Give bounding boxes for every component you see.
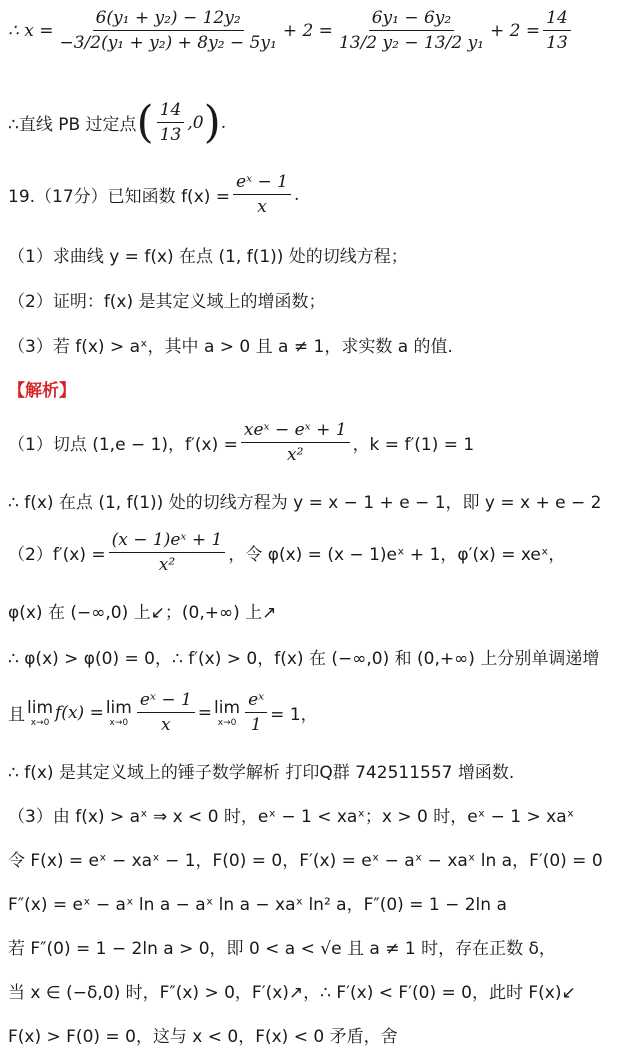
fixed-point-line: ∴直线 PB 过定点 ( $\frac{14}{13}$ ,0 ) .	[8, 96, 227, 148]
result-denominator: 13	[546, 33, 568, 53]
case-condition-text: 若 F″(0) = 1 − 2ln a > 0，即 0 < a < √e 且 a ≠ 1 时，存在正数 δ，	[8, 939, 556, 959]
limit-fraction-2-den: 1	[250, 715, 262, 735]
solution-heading: 【解析】	[8, 381, 76, 401]
equation-x-value	[8, 8, 574, 53]
solution-3-line	[8, 802, 574, 827]
fixed-point-numerator: 14	[157, 100, 185, 123]
solution-2-denominator: x²	[158, 555, 176, 575]
fraction-1	[56, 8, 279, 53]
left-paren: (	[136, 96, 154, 148]
fraction-result	[543, 8, 571, 53]
limit-fx: f(x) =	[55, 702, 104, 723]
solution-1-text-b: ，k = f′(1) = 1	[352, 435, 475, 455]
derivative-positive-line	[8, 644, 599, 669]
limit-operator-2	[106, 698, 132, 728]
limit-operator-1	[27, 698, 53, 728]
solution-3-text: （3）由 f(x) > aˣ ⇒ x < 0 时，eˣ − 1 < xaˣ；x > 0 时，eˣ − 1 > xaˣ	[8, 807, 575, 827]
derivative-positive-text: ∴ φ(x) > φ(0) = 0，∴ f′(x) > 0，f(x) 在 (−∞,0) 和 (0,+∞) 上分别单调递增	[8, 649, 600, 669]
right-paren: )	[203, 96, 221, 148]
solution-2-text-a: （2）f′(x) =	[8, 545, 106, 565]
interval-text: 当 x ∈ (−δ,0) 时，F″(x) > 0，F′(x)↗，∴ F′(x) < F′(0) = 0，此时 F(x)↙	[8, 983, 576, 1003]
fraction-2-numerator: 6y₁ − 6y₂	[369, 8, 455, 31]
limit-and: 且	[8, 705, 25, 725]
therefore-x-label: ∴ x =	[8, 20, 54, 41]
contradiction-text: F(x) > F(0) = 0，这与 x < 0，F(x) < 0 矛盾，舍	[8, 1027, 398, 1047]
case-condition-line	[8, 934, 556, 959]
second-derivative-text: F″(x) = eˣ − aˣ ln a − aˣ ln a − xaˣ ln² a，F″(0) = 1 − 2ln a	[8, 895, 507, 915]
problem-19-header	[8, 172, 299, 217]
solution-1-numerator: xeˣ − eˣ + 1	[241, 420, 350, 443]
lim-sub: x→0	[217, 717, 237, 728]
solution-2-fraction	[109, 530, 226, 575]
fraction-1-denominator: −3/2(y₁ + y₂) + 8y₂ − 5y₁	[59, 33, 277, 53]
limit-fraction-1-den: x	[161, 715, 171, 735]
solution-2-text-b: ，令 φ(x) = (x − 1)eˣ + 1，φ′(x) = xeˣ，	[228, 545, 566, 565]
question-2-text: （2）证明：f(x) 是其定义域上的增函数；	[8, 292, 326, 312]
limit-equals: =	[197, 702, 213, 723]
question-1	[8, 242, 408, 267]
problem-19-text: 19.（17分）已知函数 f(x) =	[8, 187, 231, 207]
lim-sub: x→0	[30, 717, 50, 728]
tangent-line-text: ∴ f(x) 在点 (1, f(1)) 处的切线方程为 y = x − 1 + e − 1，即 y = x + e − 2	[8, 493, 602, 513]
limit-fraction-1	[137, 690, 195, 735]
solution-1-denominator: x²	[287, 445, 304, 465]
lim-word: lim	[105, 697, 132, 718]
define-F-line	[8, 846, 603, 871]
limit-operator-3	[214, 698, 240, 728]
solution-1-text-a: （1）切点 (1,e − 1)，f′(x) =	[8, 435, 238, 455]
question-3	[8, 332, 453, 357]
limit-line	[8, 690, 318, 735]
limit-fraction-1-num: eˣ − 1	[137, 690, 195, 713]
fixed-point-rest: ,0	[187, 112, 204, 133]
monotonic-phi-line	[8, 598, 276, 623]
solution-label	[8, 376, 76, 401]
question-3-text: （3）若 f(x) > aˣ，其中 a > 0 且 a ≠ 1，求实数 a 的值.	[8, 337, 453, 357]
solution-1-fraction	[241, 420, 350, 465]
interval-line	[8, 978, 576, 1003]
increasing-conclusion	[8, 758, 514, 783]
solution-1-conclusion	[8, 488, 601, 513]
result-numerator: 14	[543, 8, 571, 31]
limit-result: = 1，	[270, 705, 318, 725]
limit-fraction-2	[245, 690, 267, 735]
fraction-1-numerator: 6(y₁ + y₂) − 12y₂	[93, 8, 244, 31]
problem-19-period: .	[294, 184, 300, 205]
problem-19-numerator: eˣ − 1	[233, 172, 291, 195]
problem-19-denominator: x	[257, 197, 267, 217]
second-derivative-line	[8, 890, 507, 915]
define-F-text: 令 F(x) = eˣ − xaˣ − 1，F(0) = 0，F′(x) = eˣ − aˣ − xaˣ ln a，F′(0) = 0	[8, 851, 603, 871]
question-2	[8, 287, 326, 312]
limit-fraction-2-num: eˣ	[245, 690, 267, 713]
monotonic-phi-text: φ(x) 在 (−∞,0) 上↙；(0,+∞) 上↗	[8, 603, 277, 623]
fixed-point-text: ∴直线 PB 过定点	[8, 115, 137, 135]
solution-2-line	[8, 530, 565, 575]
plus-two-b: + 2 =	[490, 20, 541, 41]
fraction-2	[336, 8, 487, 53]
lim-word: lim	[214, 697, 241, 718]
contradiction-line	[8, 1022, 398, 1047]
lim-word: lim	[27, 697, 54, 718]
fixed-point-denominator: 13	[159, 125, 182, 145]
increasing-conclusion-text: ∴ f(x) 是其定义域上的锤子数学解析 打印Q群 742511557 增函数.	[8, 763, 515, 783]
lim-sub: x→0	[109, 717, 129, 728]
question-1-text: （1）求曲线 y = f(x) 在点 (1, f(1)) 处的切线方程；	[8, 247, 408, 267]
solution-2-numerator: (x − 1)eˣ + 1	[109, 530, 226, 553]
fixed-point-fraction	[157, 100, 185, 145]
solution-1-line	[8, 420, 474, 465]
plus-two-a: + 2 =	[282, 20, 333, 41]
fraction-2-denominator: 13/2 y₂ − 13/2 y₁	[338, 33, 484, 53]
problem-19-fraction	[233, 172, 291, 217]
